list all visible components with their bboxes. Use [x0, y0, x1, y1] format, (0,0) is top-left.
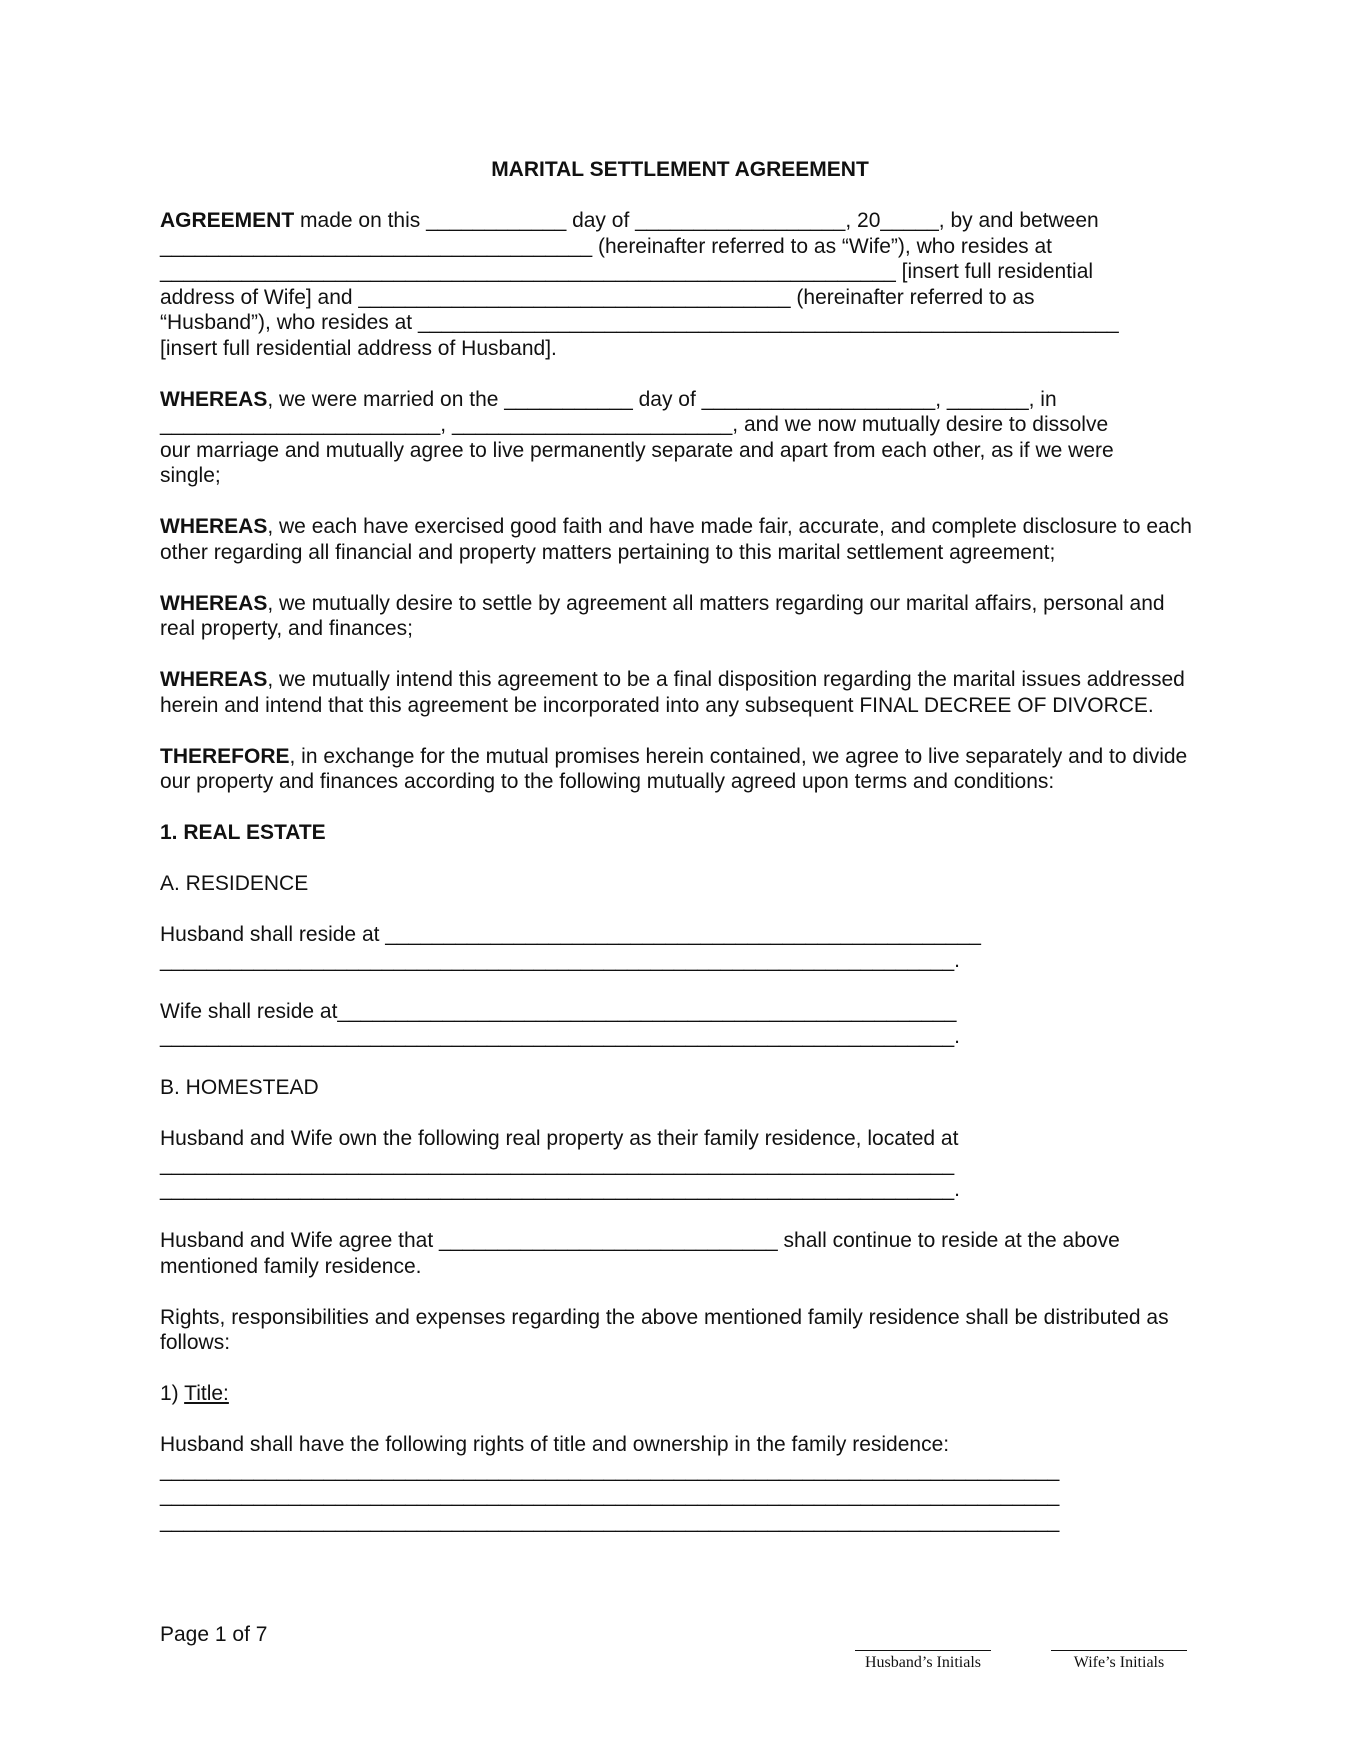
homestead-location-line-2: ____________________________________________________________________: [160, 1152, 955, 1176]
whereas-1-line-3: our marriage and mutually agree to live permanently separate and apart from each other, as if we were: [160, 438, 1114, 462]
whereas-final-disposition-paragraph: WHEREAS, we mutually intend this agreement to be a final disposition regarding the marital issues addressed herein and intend that this agreement be incorporated into any subsequent FINAL DECREE OF DIVORCE.: [160, 668, 1185, 717]
husband-residence-line-1: Husband shall reside at ___________________________________________________: [160, 923, 981, 946]
husband-initials-line: [855, 1650, 991, 1651]
subsection-residence-heading: A. RESIDENCE: [160, 872, 309, 895]
husband-initials-label: Husband’s Initials: [865, 1654, 981, 1671]
husband-title-paragraph: [160, 1432, 1200, 1534]
whereas-settle-paragraph: WHEREAS, we mutually desire to settle by agreement all matters regarding our marital affairs, personal and real property, and finances;: [160, 591, 1165, 640]
husband-initials-field: [855, 1650, 991, 1672]
whereas-disclosure-paragraph: WHEREAS, we each have exercised good faith and have made fair, accurate, and complete disclosure to each other regarding all financial and property matters pertaining to this marital settlement agreement;: [160, 515, 1192, 564]
therefore-paragraph: THEREFORE, in exchange for the mutual promises herein contained, we agree to live separately and to divide our property and finances according to the following mutually agreed upon terms and conditions:: [160, 744, 1188, 793]
subsection-homestead-heading: B. HOMESTEAD: [160, 1076, 319, 1099]
intro-line-5: “Husband”), who resides at ____________________________________________________________: [160, 311, 1119, 334]
whereas-1-line-1: WHEREAS, we were married on the ___________ day of ____________________, _______, in: [160, 387, 1057, 411]
husband-residence-line-2: ____________________________________________________________________.: [160, 948, 961, 972]
husband-title-text: Husband shall have the following rights of title and ownership in the family residence:: [160, 1433, 950, 1456]
wife-initials-field: [1051, 1650, 1187, 1672]
whereas-married-paragraph: [160, 387, 1200, 489]
homestead-rights-paragraph: Rights, responsibilities and expenses regarding the above mentioned family residence shall be distributed as follows:: [160, 1305, 1169, 1354]
section-real-estate-heading: 1. REAL ESTATE: [160, 821, 326, 844]
homestead-occupant-paragraph: [160, 1228, 1200, 1279]
document-title: MARITAL SETTLEMENT AGREEMENT: [491, 158, 869, 181]
homestead-location-line-1: Husband and Wife own the following real property as their family residence, located at: [160, 1127, 959, 1150]
wife-residence-paragraph: [160, 999, 1200, 1050]
intro-line-3: _______________________________________________________________ [insert full residential: [160, 260, 1094, 283]
whereas-lead: WHEREAS: [160, 668, 268, 691]
agreement-lead: AGREEMENT: [160, 209, 295, 232]
husband-title-blank-3: _____________________________________________________________________________: [160, 1509, 1060, 1533]
husband-title-blank-1: _____________________________________________________________________________: [160, 1458, 1060, 1482]
wife-residence-line-1: Wife shall reside at_____________________________________________________: [160, 999, 957, 1023]
intro-line-4: address of Wife] and _____________________________________ (hereinafter referred to as: [160, 285, 1035, 309]
title-item-label: Title:: [184, 1382, 229, 1405]
wife-initials-label: Wife’s Initials: [1073, 1654, 1165, 1671]
page-number: Page 1 of 7: [160, 1623, 268, 1646]
title-item-heading: 1) Title:: [160, 1382, 229, 1405]
intro-line-6: [insert full residential address of Husband].: [160, 336, 557, 360]
whereas-lead: WHEREAS: [160, 591, 268, 615]
homestead-location-line-3: ____________________________________________________________________.: [160, 1178, 961, 1201]
wife-initials-line: [1051, 1650, 1187, 1651]
whereas-1-line-4: single;: [160, 464, 221, 487]
document-body: [160, 208, 1200, 1560]
wife-residence-line-2: ____________________________________________________________________.: [160, 1025, 961, 1048]
homestead-occupant-line-1: Husband and Wife agree that _____________________________ shall continue to reside at the above: [160, 1229, 1120, 1252]
homestead-location-paragraph: [160, 1126, 1200, 1203]
agreement-intro-paragraph: [160, 208, 1200, 361]
homestead-occupant-line-2: mentioned family residence.: [160, 1254, 422, 1278]
whereas-lead: WHEREAS: [160, 515, 268, 538]
whereas-1-line-2: ________________________, ________________________, and we now mutually desire to dissolve: [160, 413, 1109, 436]
husband-residence-paragraph: [160, 922, 1200, 973]
whereas-lead: WHEREAS: [160, 387, 268, 411]
therefore-lead: THEREFORE: [160, 744, 290, 768]
husband-title-blank-2: _____________________________________________________________________________: [160, 1484, 1060, 1507]
intro-line-1: AGREEMENT made on this ____________ day of __________________, 20_____, by and between: [160, 209, 1099, 232]
intro-line-2: _____________________________________ (hereinafter referred to as “Wife”), who resides at: [160, 234, 1052, 258]
